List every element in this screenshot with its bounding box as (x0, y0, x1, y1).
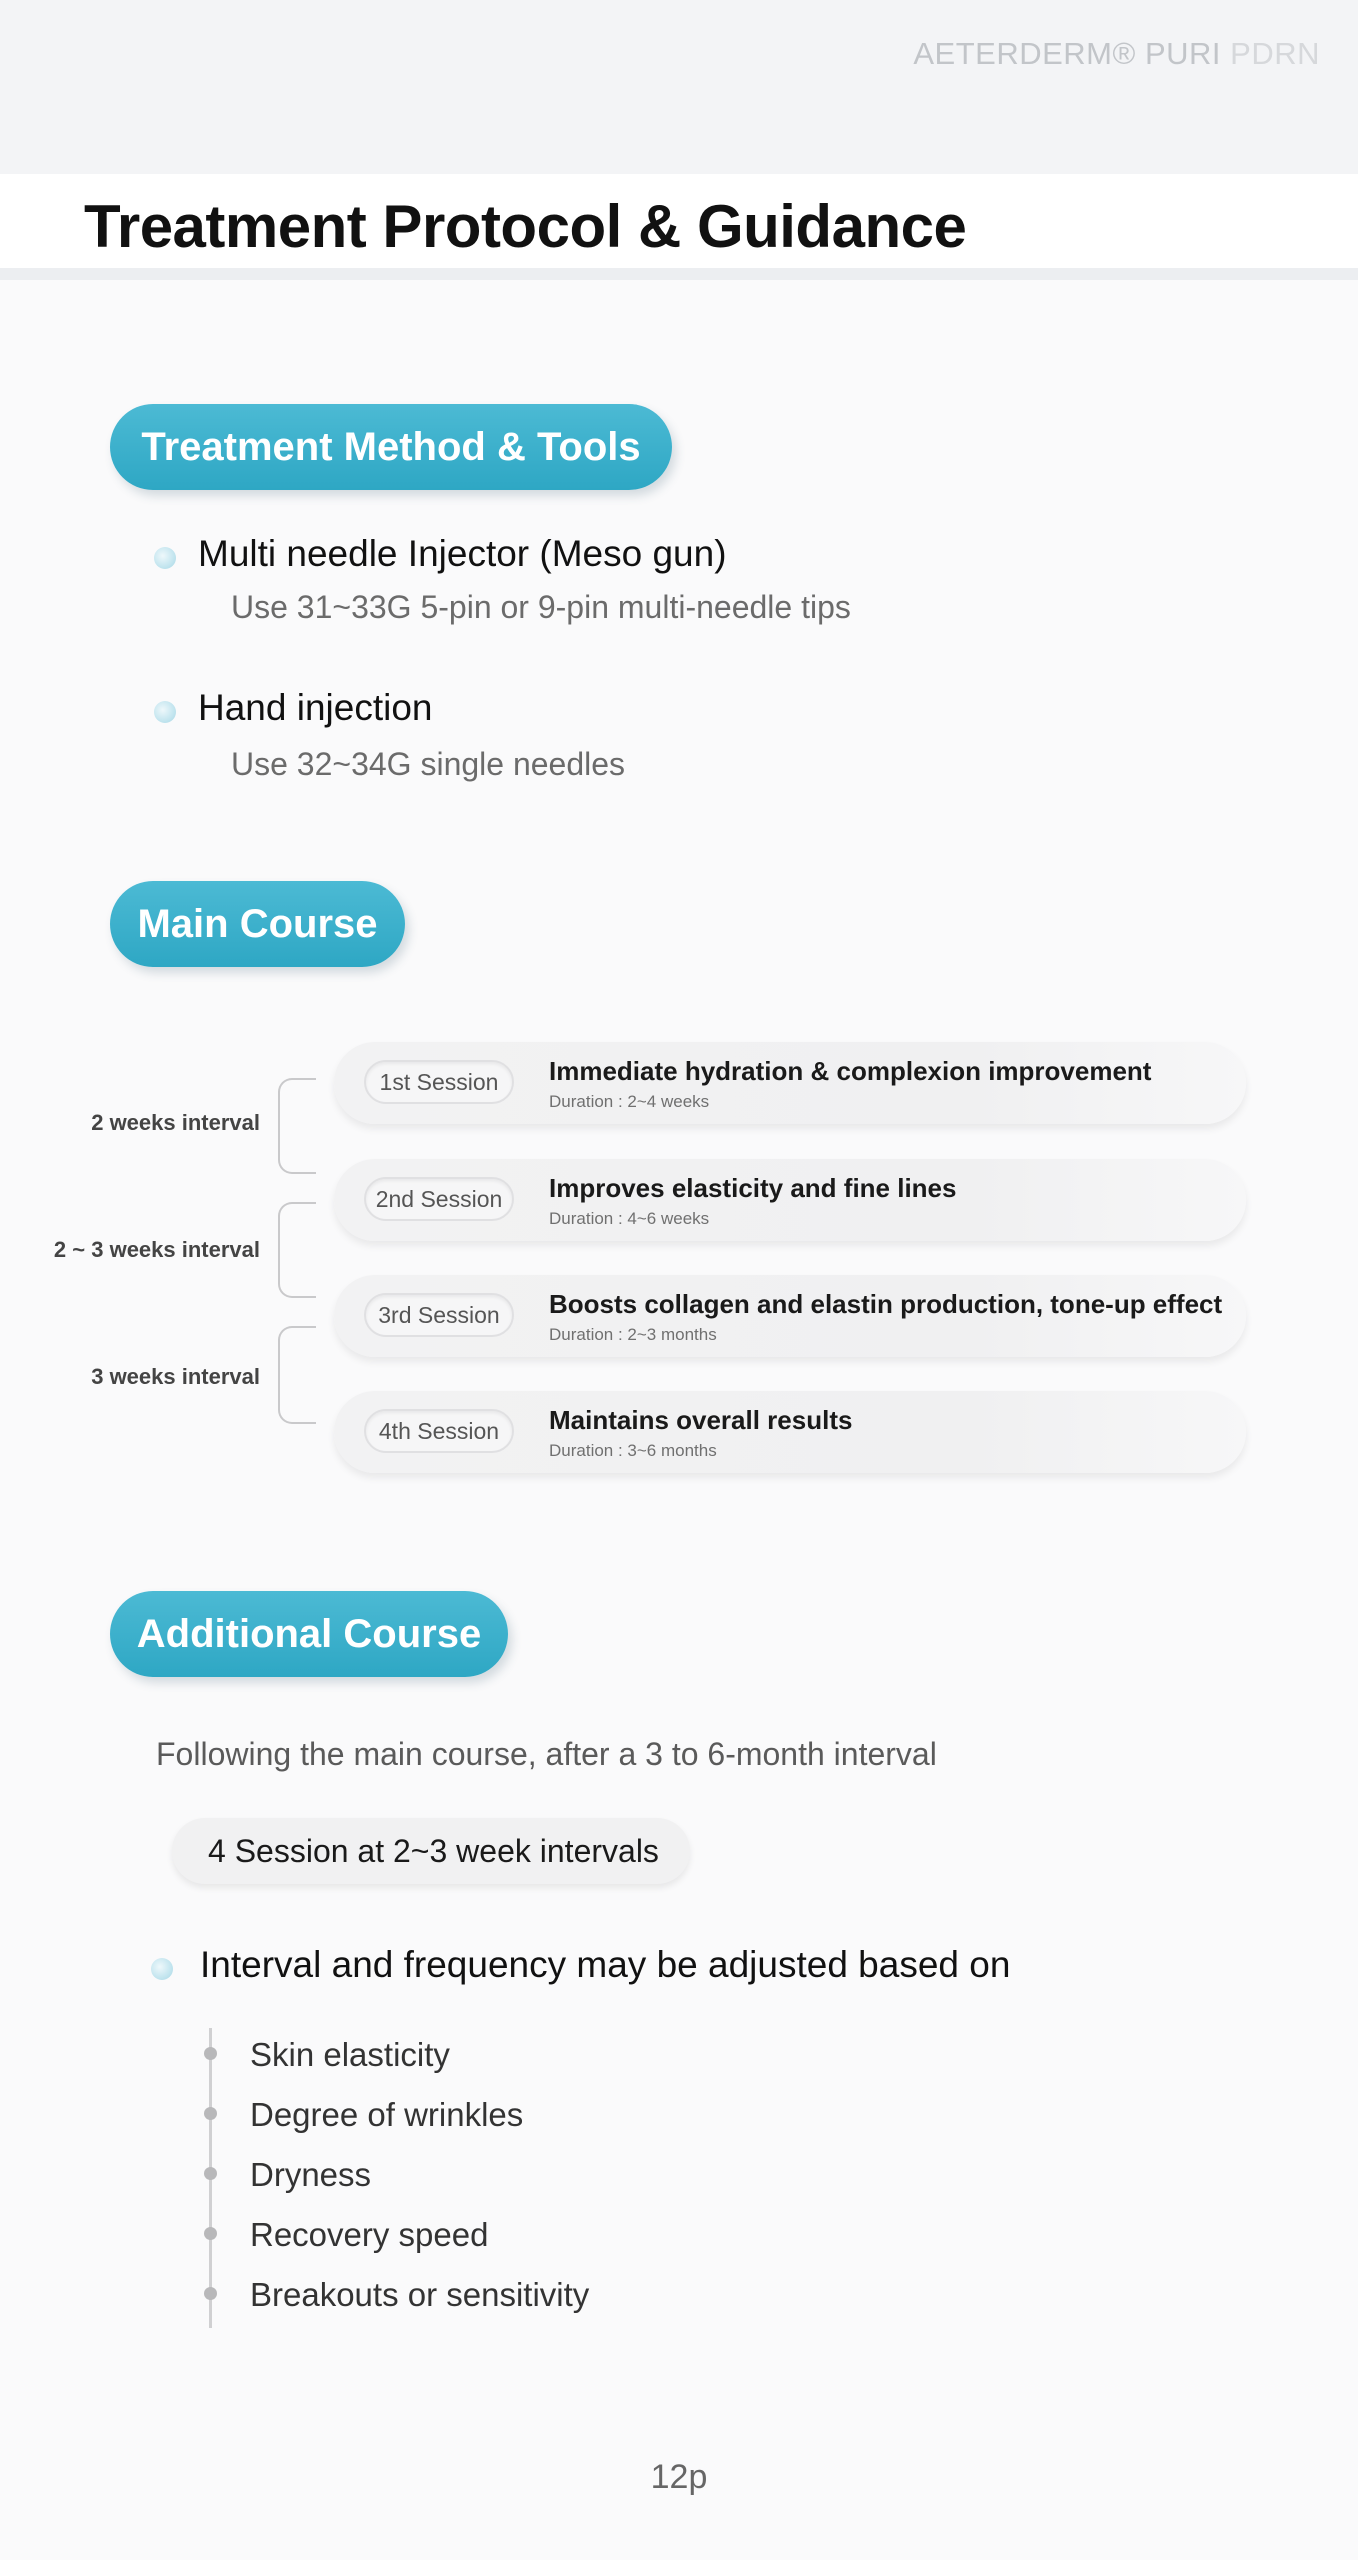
factor-dot (204, 2227, 217, 2240)
session-label: 4th Session (364, 1409, 514, 1453)
interval-bracket (278, 1326, 316, 1424)
method-item-title: Multi needle Injector (Meso gun) (198, 533, 727, 574)
method-heading: Treatment Method & Tools (110, 404, 672, 490)
factor-item: Breakouts or sensitivity (250, 2276, 590, 2313)
sessions-note: 4 Session at 2~3 week intervals (172, 1818, 690, 1884)
brand-sub: PDRN (1230, 36, 1320, 71)
session-label: 2nd Session (364, 1177, 514, 1221)
interval-label: 2 weeks interval (91, 1110, 260, 1135)
factor-item: Degree of wrinkles (250, 2096, 524, 2133)
factor-item: Skin elasticity (250, 2036, 450, 2073)
method-item-title: Hand injection (198, 687, 433, 728)
interval-bracket (278, 1202, 316, 1298)
method-item-detail: Use 32~34G single needles (231, 746, 626, 782)
page-title: Treatment Protocol & Guidance (84, 193, 967, 260)
factor-dot (204, 2287, 217, 2300)
session-title: Maintains overall results (549, 1405, 853, 1435)
additional-course-heading: Additional Course (110, 1591, 508, 1677)
session-title: Improves elasticity and fine lines (549, 1173, 957, 1203)
adjust-title: Interval and frequency may be adjusted based on (200, 1944, 1011, 1985)
session-duration: Duration : 4~6 weeks (549, 1209, 710, 1228)
session-duration: Duration : 2~3 months (549, 1325, 717, 1344)
bullet-icon (151, 1958, 173, 1980)
brand-name: AETERDERM® PURI (913, 36, 1222, 71)
session-card (334, 1275, 1246, 1357)
session-duration: Duration : 2~4 weeks (549, 1092, 710, 1111)
brand-logo (913, 36, 1320, 72)
session-card (334, 1042, 1246, 1124)
factor-dot (204, 2047, 217, 2060)
factor-item: Recovery speed (250, 2216, 489, 2253)
main-course-heading: Main Course (110, 881, 405, 967)
header-band (0, 0, 1358, 174)
factor-item: Dryness (250, 2156, 372, 2193)
factor-dot (204, 2167, 217, 2180)
bullet-icon (154, 701, 176, 723)
session-title: Immediate hydration & complexion improvement (549, 1056, 1152, 1086)
session-label: 1st Session (364, 1060, 514, 1104)
session-title: Boosts collagen and elastin production, tone-up effect (549, 1289, 1223, 1319)
interval-bracket (278, 1078, 316, 1174)
page-number: 12p (650, 2458, 708, 2496)
bullet-icon (154, 547, 176, 569)
additional-course-description: Following the main course, after a 3 to 6-month interval (156, 1736, 937, 1772)
session-duration: Duration : 3~6 months (549, 1441, 717, 1460)
factor-dot (204, 2107, 217, 2120)
method-item-detail: Use 31~33G 5-pin or 9-pin multi-needle tips (231, 589, 851, 625)
session-label: 3rd Session (364, 1293, 514, 1337)
session-card (334, 1391, 1246, 1473)
session-card (334, 1159, 1246, 1241)
interval-label: 2 ~ 3 weeks interval (53, 1237, 260, 1262)
interval-label: 3 weeks interval (91, 1364, 260, 1389)
